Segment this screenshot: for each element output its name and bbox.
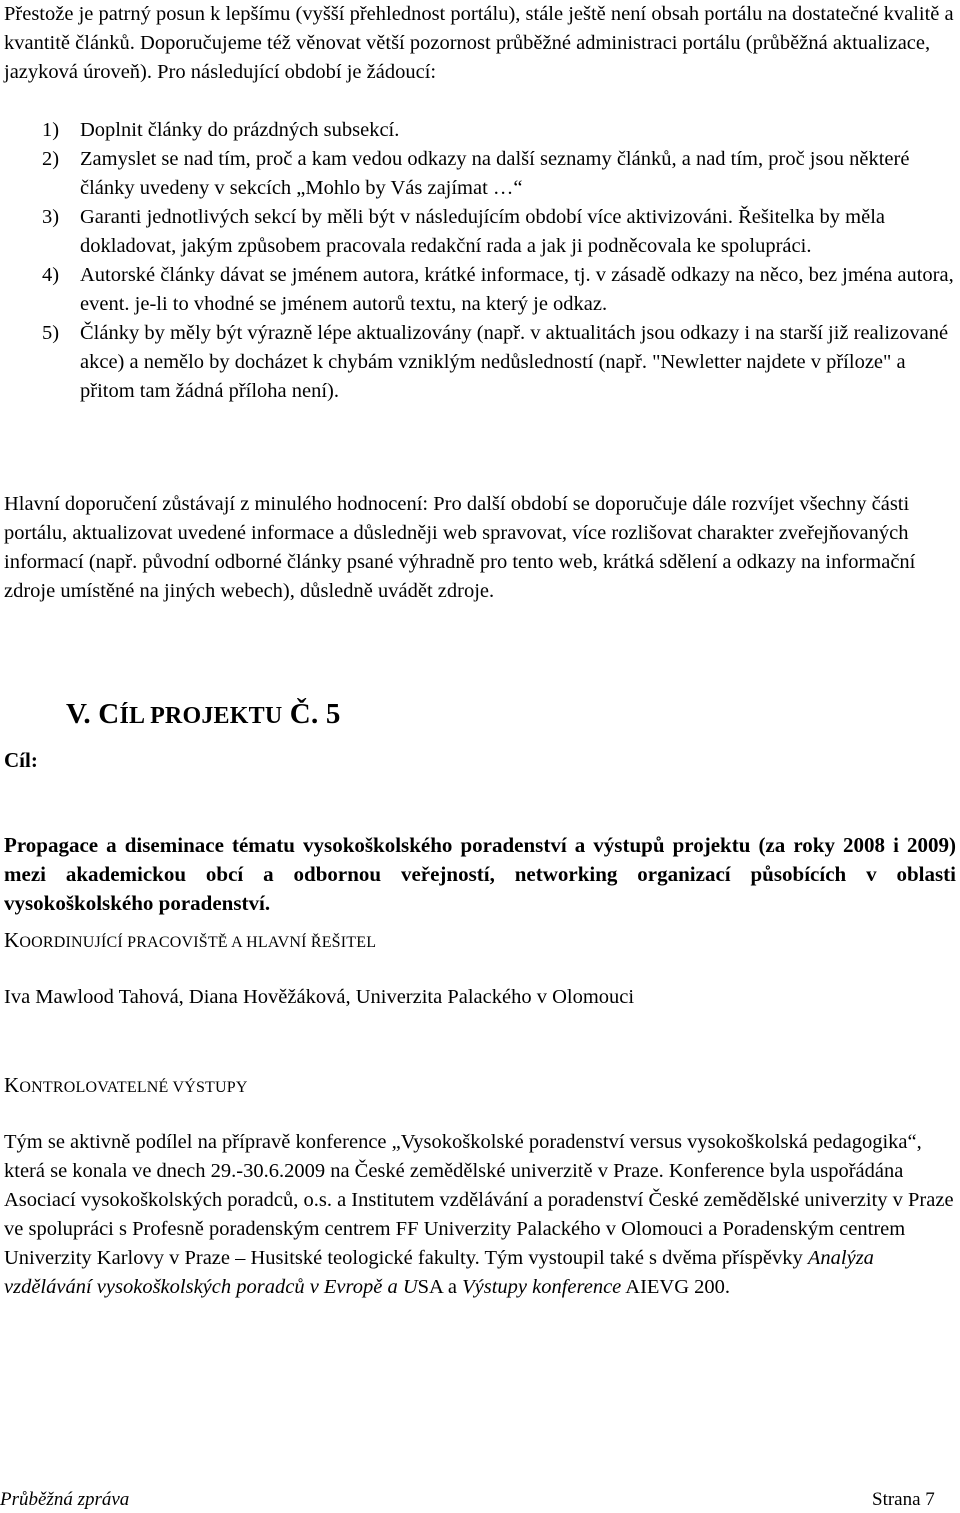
list-number: 2): [42, 148, 60, 170]
list-text: Doplnit články do prázdných subsekcí.: [80, 119, 400, 141]
coordinating-section-title: [4, 928, 376, 953]
outputs-paragraph: [4, 1128, 956, 1302]
outputs-italic-title-2: Výstupy konference: [462, 1276, 622, 1298]
title-initial: K: [4, 928, 20, 952]
goal-paragraph: Propagace a diseminace tématu vysokoškolského poradenství a výstupů projektu (za roky 2008 i 2009) mezi akademickou obcí a odbornou veřejností, networking organizací působících v oblasti vysokoškolského poradenství.: [4, 833, 956, 915]
list-item: [4, 116, 954, 145]
list-item: [4, 203, 954, 261]
coordinating-text: Iva Mawlood Tahová, Diana Hověžáková, Univerzita Palackého v Olomouci: [4, 986, 635, 1008]
footer-report-title: Průběžná zpráva: [0, 1489, 130, 1510]
goal-label: Cíl:: [4, 748, 38, 772]
list-text: Zamyslet se nad tím, proč a kam vedou odkazy na další seznamy článků, a nad tím, proč jsou některé články uvedeny v sekcích „Mohlo by Vás zajímat …“: [80, 148, 910, 199]
main-recommendation-paragraph: Hlavní doporučení zůstávají z minulého hodnocení: Pro další období se doporučuje dále rozvíjet všechny části portálu, aktualizovat uvedené informace a důsledněji web spravovat, více rozlišovat charakter zveřejňovaných informací (např. původní odborné články psané výhradně pro tento web, krátká sdělení a odkazy na informační zdroje umístěné na jiných webech), důsledně uvádět zdroje.: [4, 493, 916, 602]
outputs-text: Tým se aktivně podílel na přípravě konference „Vysokoškolské poradenství versus vysokoškolská pedagogika“, která se konala ve dnech 29.-30.6.2009 na České zemědělské univerzitě v Praze. Konference byla uspořádána Asociací vysokoškolských poradců, o.s. a Institutem vzdělávání a poradenství České zemědělské univerzity v Praze ve spolupráci s Profesně poradenským centrem FF Univerzity Palackého v Olomouci a Poradenským centrem Univerzity Karlovy v Praze – Husitské teologické fakulty. Tým vystoupil také s dvěma příspěvky: [4, 1131, 954, 1269]
list-text: Články by měly být výrazně lépe aktualizovány (např. v aktualitách jsou odkazy i na starší již realizované akce) a nemělo by docházet k chybám vzniklým nedůsledností (např. "Newletter najdete v příloze" a přitom tam žádná příloha není).: [80, 322, 949, 402]
outputs-section-title: [4, 1073, 248, 1098]
list-text: Autorské články dávat se jménem autora, krátké informace, tj. v zásadě odkazy na něco, bez jména autora, event. je-li to vhodné se jménem autorů textu, na který je odkaz.: [80, 264, 954, 315]
outputs-plain-2: AIEVG 200.: [621, 1276, 731, 1298]
list-item: [4, 319, 954, 406]
heading-suffix: Č. 5: [282, 698, 341, 730]
title-rest: ONTROLOVATELNÉ VÝSTUPY: [19, 1079, 248, 1096]
list-item: [4, 145, 954, 203]
recommendation-list: [4, 116, 954, 406]
list-number: 1): [42, 119, 60, 141]
list-number: 5): [42, 322, 60, 344]
list-number: 4): [42, 264, 60, 286]
list-item: [4, 261, 954, 319]
outputs-italic-title-1: Analýza vzdělávání vysokoškolských poradců v Evropě a U: [4, 1247, 874, 1298]
list-number: 3): [42, 206, 60, 228]
footer-page-number: Strana 7: [872, 1489, 935, 1510]
title-initial: K: [4, 1073, 20, 1097]
list-text: Garanti jednotlivých sekcí by měli být v následujícím období více aktivizováni. Řešitelka by měla dokladovat, jakým způsobem pracovala redakční rada a jak ji podněcovala ke spolupráci.: [80, 206, 885, 257]
title-rest: OORDINUJÍCÍ PRACOVIŠTĚ A HLAVNÍ ŘEŠITEL: [19, 934, 377, 951]
outputs-plain-1: SA a: [417, 1276, 463, 1298]
section-heading: [66, 698, 341, 731]
heading-prefix: V. C: [66, 698, 120, 730]
heading-rest: ÍL PROJEKTU: [119, 703, 283, 729]
intro-paragraph: Přestože je patrný posun k lepšímu (vyšší přehlednost portálu), stále ještě není obsah portálu na dostatečné kvalitě a kvantitě článků. Doporučujeme též věnovat větší pozornost průběžné administraci portálu (průběžná aktualizace, jazyková úroveň). Pro následující období je žádoucí:: [4, 3, 954, 83]
